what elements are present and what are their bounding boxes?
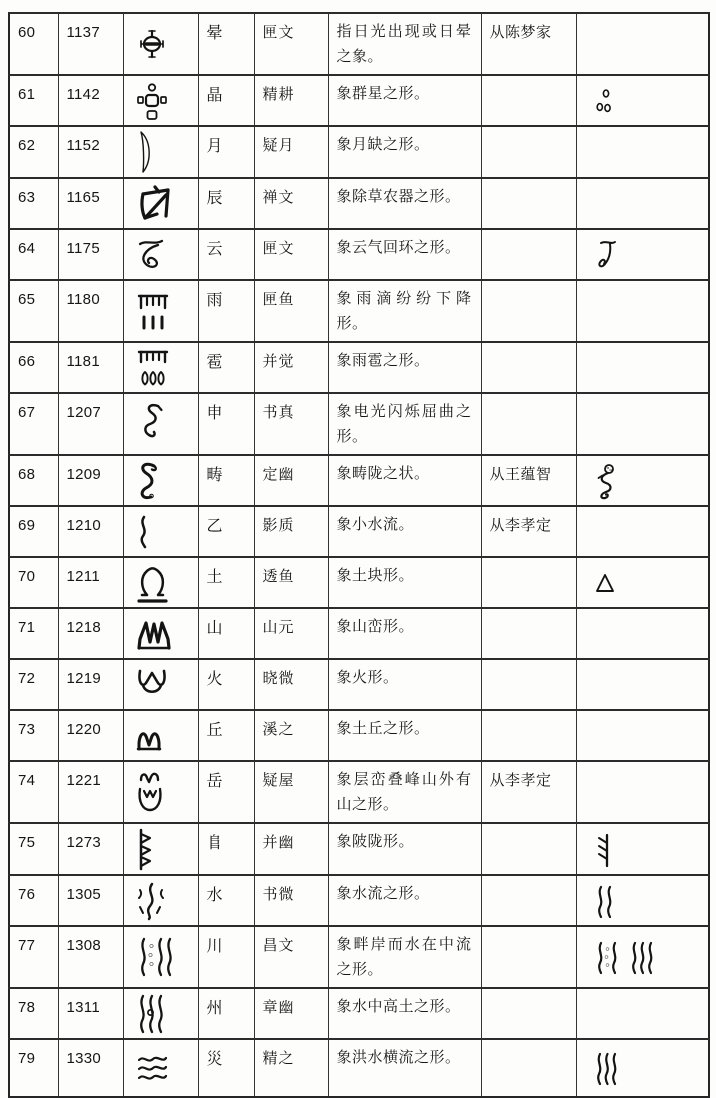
cell-catalog-number: 1211 [58, 557, 123, 608]
cell-phonology: 禅文 [254, 178, 328, 229]
cell-variant-glyphs [576, 761, 709, 823]
cell-description: 象除草农器之形。 [328, 178, 481, 229]
cell-description: 象畔岸而水在中流之形。 [328, 926, 481, 988]
variant-glyph-group [595, 462, 703, 500]
cell-sequence-number: 64 [9, 229, 58, 280]
earth-mound-glyph [135, 562, 169, 604]
three-stars-glyph [135, 80, 169, 122]
cell-sequence-number: 68 [9, 455, 58, 506]
cell-description: 象小水流。 [328, 506, 481, 557]
cell-phonology: 书真 [254, 393, 328, 455]
cell-catalog-number: 1218 [58, 608, 123, 659]
v-water-glyph [595, 884, 613, 918]
variant-glyph-group [595, 572, 703, 594]
cell-description: 象洪水横流之形。 [328, 1039, 481, 1097]
cell-character: 辰 [198, 178, 254, 229]
cell-variant-glyphs [576, 178, 709, 229]
cell-source [481, 926, 576, 988]
cell-character: 畴 [198, 455, 254, 506]
cell-phonology: 山元 [254, 608, 328, 659]
table-row [9, 75, 709, 126]
cell-oracle-glyph [123, 506, 198, 557]
cell-catalog-number: 1221 [58, 761, 123, 823]
table-row [9, 823, 709, 875]
plow-curl-glyph [135, 459, 161, 503]
cell-variant-glyphs [576, 393, 709, 455]
rain-glyph [135, 289, 171, 333]
cell-character: 雨 [198, 280, 254, 342]
cell-catalog-number: 1137 [58, 13, 123, 75]
cell-oracle-glyph [123, 988, 198, 1039]
cell-phonology: 影质 [254, 506, 328, 557]
cell-variant-glyphs [576, 75, 709, 126]
table-row [9, 926, 709, 988]
cell-character: 丘 [198, 710, 254, 761]
variant-glyph-group [595, 87, 703, 115]
cell-source [481, 988, 576, 1039]
cell-phonology: 书微 [254, 875, 328, 926]
cell-phonology: 定幽 [254, 455, 328, 506]
mountain-glyph [135, 617, 173, 651]
cell-oracle-glyph [123, 875, 198, 926]
cell-variant-glyphs [576, 506, 709, 557]
mound-steps-glyph [135, 826, 155, 872]
sun-halo-glyph [135, 24, 169, 64]
table-row [9, 1039, 709, 1097]
table-row [9, 393, 709, 455]
variant-glyph-group [595, 940, 703, 976]
islet-glyph [135, 992, 167, 1036]
cell-sequence-number: 71 [9, 608, 58, 659]
cell-oracle-glyph [123, 126, 198, 178]
cell-source [481, 875, 576, 926]
cell-character: 晕 [198, 13, 254, 75]
crescent-glyph [135, 129, 153, 175]
cell-source [481, 280, 576, 342]
cell-variant-glyphs [576, 126, 709, 178]
cell-catalog-number: 1175 [58, 229, 123, 280]
cell-phonology: 精之 [254, 1039, 328, 1097]
v-cloud-glyph [595, 237, 619, 273]
scanned-table-page [8, 12, 710, 1098]
cell-phonology: 章幽 [254, 988, 328, 1039]
cell-variant-glyphs [576, 608, 709, 659]
cell-character: 山 [198, 608, 254, 659]
cell-catalog-number: 1311 [58, 988, 123, 1039]
table-body [9, 13, 709, 1097]
cell-description: 象电光闪烁屈曲之形。 [328, 393, 481, 455]
cell-phonology: 昌文 [254, 926, 328, 988]
cell-oracle-glyph [123, 710, 198, 761]
cell-source [481, 659, 576, 710]
table-row [9, 608, 709, 659]
cell-sequence-number: 70 [9, 557, 58, 608]
cell-sequence-number: 63 [9, 178, 58, 229]
cell-sequence-number: 77 [9, 926, 58, 988]
lightning-glyph [135, 401, 165, 447]
cell-description: 象层峦叠峰山外有山之形。 [328, 761, 481, 823]
table-row [9, 126, 709, 178]
cell-character: 云 [198, 229, 254, 280]
cell-catalog-number: 1165 [58, 178, 123, 229]
cell-phonology: 匣文 [254, 229, 328, 280]
cell-description: 象山峦形。 [328, 608, 481, 659]
cell-description: 象月缺之形。 [328, 126, 481, 178]
river-banks-glyph [135, 935, 175, 979]
v-triangle-glyph [595, 572, 615, 594]
cell-catalog-number: 1308 [58, 926, 123, 988]
cell-character: 𨸏 [198, 823, 254, 875]
table-row [9, 455, 709, 506]
cell-oracle-glyph [123, 1039, 198, 1097]
cell-sequence-number: 62 [9, 126, 58, 178]
v-plow-glyph [595, 462, 617, 500]
cell-description: 指日光出现或日晕之象。 [328, 13, 481, 75]
variant-glyph-group [595, 1051, 703, 1087]
cell-description: 象土丘之形。 [328, 710, 481, 761]
cell-source: 从李孝定 [481, 506, 576, 557]
cell-sequence-number: 75 [9, 823, 58, 875]
table-row [9, 710, 709, 761]
v-river1-glyph [595, 940, 619, 976]
cell-oracle-glyph [123, 455, 198, 506]
table-row [9, 988, 709, 1039]
cell-catalog-number: 1220 [58, 710, 123, 761]
cell-oracle-glyph [123, 178, 198, 229]
cell-variant-glyphs [576, 823, 709, 875]
oracle-character-table [8, 12, 710, 1098]
cell-source [481, 393, 576, 455]
table-row [9, 229, 709, 280]
cell-source [481, 608, 576, 659]
cell-sequence-number: 74 [9, 761, 58, 823]
cell-source [481, 342, 576, 393]
cell-oracle-glyph [123, 342, 198, 393]
cell-catalog-number: 1207 [58, 393, 123, 455]
cell-variant-glyphs [576, 342, 709, 393]
cell-catalog-number: 1209 [58, 455, 123, 506]
cell-character: 災 [198, 1039, 254, 1097]
cell-variant-glyphs [576, 988, 709, 1039]
cell-sequence-number: 78 [9, 988, 58, 1039]
cell-source [481, 126, 576, 178]
table-row [9, 280, 709, 342]
cell-sequence-number: 72 [9, 659, 58, 710]
cell-character: 申 [198, 393, 254, 455]
cell-catalog-number: 1152 [58, 126, 123, 178]
cell-character: 火 [198, 659, 254, 710]
cell-variant-glyphs [576, 659, 709, 710]
v-mound-glyph [595, 831, 611, 869]
cell-sequence-number: 69 [9, 506, 58, 557]
v-river2-glyph [630, 940, 654, 976]
cell-oracle-glyph [123, 280, 198, 342]
cell-character: 乙 [198, 506, 254, 557]
cell-variant-glyphs [576, 710, 709, 761]
cell-character: 岳 [198, 761, 254, 823]
cell-sequence-number: 60 [9, 13, 58, 75]
cell-source [481, 557, 576, 608]
cell-description: 象云气回环之形。 [328, 229, 481, 280]
cell-catalog-number: 1210 [58, 506, 123, 557]
cell-sequence-number: 73 [9, 710, 58, 761]
cell-character: 州 [198, 988, 254, 1039]
cell-description: 象雨滴纷纷下降形。 [328, 280, 481, 342]
cell-source [481, 710, 576, 761]
cell-catalog-number: 1219 [58, 659, 123, 710]
cell-sequence-number: 66 [9, 342, 58, 393]
cell-description: 象陂陇形。 [328, 823, 481, 875]
cell-source [481, 823, 576, 875]
cell-oracle-glyph [123, 823, 198, 875]
cell-variant-glyphs [576, 229, 709, 280]
cell-oracle-glyph [123, 75, 198, 126]
cell-sequence-number: 79 [9, 1039, 58, 1097]
cell-oracle-glyph [123, 557, 198, 608]
cell-oracle-glyph [123, 659, 198, 710]
cell-sequence-number: 61 [9, 75, 58, 126]
cell-phonology: 并觉 [254, 342, 328, 393]
hill-glyph [135, 720, 163, 752]
table-row [9, 506, 709, 557]
yue-stacked-glyph [135, 769, 165, 815]
variant-glyph-group [595, 831, 703, 869]
cell-catalog-number: 1330 [58, 1039, 123, 1097]
cell-source [481, 178, 576, 229]
cell-variant-glyphs [576, 455, 709, 506]
cell-phonology: 疑月 [254, 126, 328, 178]
cell-phonology: 晓微 [254, 659, 328, 710]
cell-phonology: 匣文 [254, 13, 328, 75]
cell-source [481, 1039, 576, 1097]
cell-description: 象群星之形。 [328, 75, 481, 126]
cell-variant-glyphs [576, 280, 709, 342]
cell-oracle-glyph [123, 13, 198, 75]
water-glyph [135, 880, 165, 922]
cell-source [481, 75, 576, 126]
table-row [9, 342, 709, 393]
cell-phonology: 并幽 [254, 823, 328, 875]
cell-phonology: 精耕 [254, 75, 328, 126]
cell-variant-glyphs [576, 875, 709, 926]
table-row [9, 761, 709, 823]
cell-variant-glyphs [576, 13, 709, 75]
cell-variant-glyphs [576, 1039, 709, 1097]
cell-source: 从陈梦家 [481, 13, 576, 75]
cell-oracle-glyph [123, 608, 198, 659]
cell-catalog-number: 1142 [58, 75, 123, 126]
variant-glyph-group [595, 237, 703, 273]
cell-phonology: 溪之 [254, 710, 328, 761]
cell-source: 从王蕴智 [481, 455, 576, 506]
cell-catalog-number: 1273 [58, 823, 123, 875]
cell-variant-glyphs [576, 926, 709, 988]
cell-source: 从李孝定 [481, 761, 576, 823]
table-row [9, 557, 709, 608]
cell-character: 雹 [198, 342, 254, 393]
chen-tool-glyph [135, 183, 175, 225]
cell-oracle-glyph [123, 393, 198, 455]
table-row [9, 13, 709, 75]
cell-character: 月 [198, 126, 254, 178]
cell-phonology: 匣鱼 [254, 280, 328, 342]
cell-catalog-number: 1181 [58, 342, 123, 393]
cell-character: 土 [198, 557, 254, 608]
cell-character: 川 [198, 926, 254, 988]
table-row [9, 659, 709, 710]
cloud-curl-glyph [135, 236, 167, 274]
cell-description: 象畴陇之状。 [328, 455, 481, 506]
cell-sequence-number: 76 [9, 875, 58, 926]
variant-glyph-group [595, 884, 703, 918]
cell-oracle-glyph [123, 926, 198, 988]
v-flood-glyph [595, 1051, 617, 1087]
fire-glyph [135, 666, 169, 704]
cell-catalog-number: 1305 [58, 875, 123, 926]
cell-character: 晶 [198, 75, 254, 126]
cell-description: 象雨雹之形。 [328, 342, 481, 393]
cell-sequence-number: 67 [9, 393, 58, 455]
table-row [9, 178, 709, 229]
cell-description: 象火形。 [328, 659, 481, 710]
cell-oracle-glyph [123, 761, 198, 823]
cell-source [481, 229, 576, 280]
cell-variant-glyphs [576, 557, 709, 608]
cell-sequence-number: 65 [9, 280, 58, 342]
cell-phonology: 疑屋 [254, 761, 328, 823]
cell-description: 象水中高土之形。 [328, 988, 481, 1039]
cell-oracle-glyph [123, 229, 198, 280]
cell-catalog-number: 1180 [58, 280, 123, 342]
stream-small-glyph [135, 513, 149, 551]
table-row [9, 875, 709, 926]
cell-character: 水 [198, 875, 254, 926]
cell-phonology: 透鱼 [254, 557, 328, 608]
cell-description: 象水流之形。 [328, 875, 481, 926]
hail-glyph [135, 346, 171, 390]
v-three-circles-glyph [595, 87, 613, 115]
cell-description: 象土块形。 [328, 557, 481, 608]
